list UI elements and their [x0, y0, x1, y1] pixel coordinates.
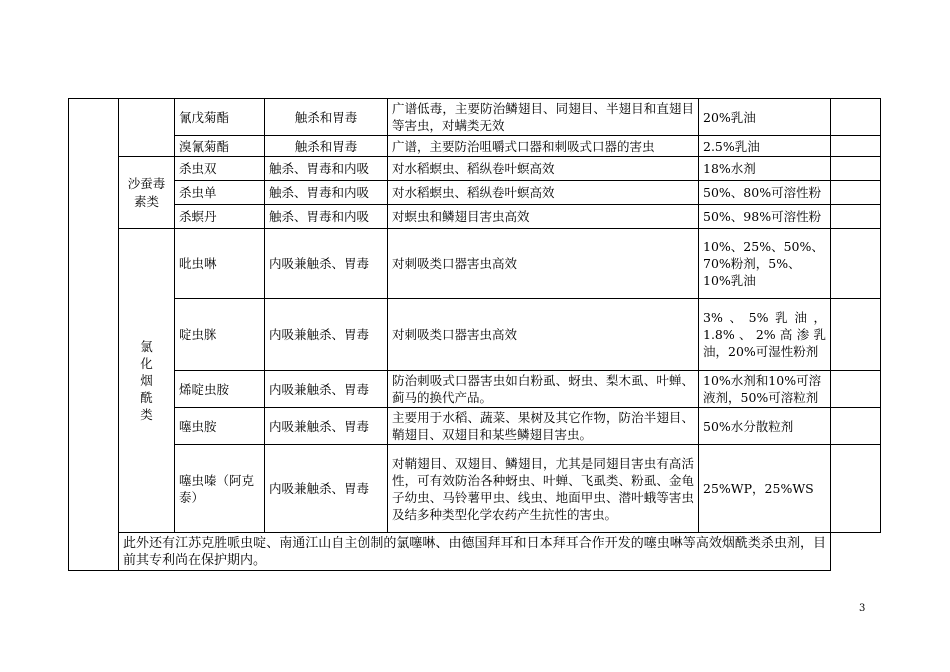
description: 对螟虫和鳞翅目害虫高效 — [388, 205, 699, 229]
blank-outer-cell — [69, 99, 119, 571]
pesticide-name: 杀虫双 — [175, 157, 265, 181]
blank-cell — [831, 181, 881, 205]
formulation: 50%、98%可溶性粉 — [699, 205, 831, 229]
formulation: 18%水剂 — [699, 157, 831, 181]
table-row — [69, 205, 881, 229]
action-mode: 触杀和胃毒 — [265, 99, 388, 136]
formulation: 10%、25%、50%、70%粉剂，5%、10%乳油 — [699, 229, 831, 299]
formulation: 3%、5%乳油，1.8%、2%高渗乳油，20%可湿性粉剂 — [699, 299, 831, 371]
description: 广谱，主要防治咀嚼式口器和刺吸式口器的害虫 — [388, 136, 699, 157]
pesticide-name: 杀螟丹 — [175, 205, 265, 229]
action-mode: 触杀、胃毒和内吸 — [265, 181, 388, 205]
formulation: 20%乳油 — [699, 99, 831, 136]
blank-cell — [831, 157, 881, 181]
category-shachong: 沙蚕毒素类 — [119, 157, 175, 229]
pesticide-name: 溴氰菊酯 — [175, 136, 265, 157]
pesticide-name: 噻虫嗪（阿克泰） — [175, 445, 265, 533]
table-row — [69, 136, 881, 157]
description: 对水稻螟虫、稻纵卷叶螟高效 — [388, 181, 699, 205]
pesticide-name: 啶虫脒 — [175, 299, 265, 371]
action-mode: 内吸兼触杀、胃毒 — [265, 445, 388, 533]
blank-cell — [831, 371, 881, 408]
blank-cell — [831, 99, 881, 136]
action-mode: 触杀、胃毒和内吸 — [265, 205, 388, 229]
action-mode: 触杀和胃毒 — [265, 136, 388, 157]
description: 对水稻螟虫、稻纵卷叶螟高效 — [388, 157, 699, 181]
pesticide-name: 烯啶虫胺 — [175, 371, 265, 408]
table-note: 此外还有江苏克胜哌虫啶、南通江山自主创制的氯噻啉、由德国拜耳和日本拜耳合作开发的噻虫啉等高效烟酰类杀虫剂，目前其专利尚在保护期内。 — [119, 533, 831, 571]
blank-cell — [831, 136, 881, 157]
formulation: 2.5%乳油 — [699, 136, 831, 157]
description: 对刺吸类口器害虫高效 — [388, 299, 699, 371]
pesticide-name: 杀虫单 — [175, 181, 265, 205]
table-row — [69, 181, 881, 205]
description: 防治刺吸式口器害虫如白粉虱、蚜虫、梨木虱、叶蝉、蓟马的换代产品。 — [388, 371, 699, 408]
table-row — [69, 99, 881, 136]
table-row — [69, 408, 881, 445]
table-row — [69, 229, 881, 299]
pesticide-name: 噻虫胺 — [175, 408, 265, 445]
description: 广谱低毒，主要防治鳞翅目、同翅目、半翅目和直翅目等害虫，对螨类无效 — [388, 99, 699, 136]
formulation: 10%水剂和10%可溶液剂，50%可溶粒剂 — [699, 371, 831, 408]
blank-cell — [831, 205, 881, 229]
blank-category-cell — [119, 99, 175, 157]
table-row — [69, 371, 881, 408]
formulation: 50%、80%可溶性粉 — [699, 181, 831, 205]
category-neonicotinoid: 氯化烟酰类 — [119, 229, 175, 533]
pesticide-name: 吡虫啉 — [175, 229, 265, 299]
table-row — [69, 157, 881, 181]
action-mode: 内吸兼触杀、胃毒 — [265, 371, 388, 408]
formulation: 50%水分散粒剂 — [699, 408, 831, 445]
action-mode: 内吸兼触杀、胃毒 — [265, 299, 388, 371]
action-mode: 内吸兼触杀、胃毒 — [265, 229, 388, 299]
table-note-row — [69, 533, 881, 571]
description: 对刺吸类口器害虫高效 — [388, 229, 699, 299]
pesticide-name: 氰戊菊酯 — [175, 99, 265, 136]
table-row — [69, 445, 881, 533]
description: 对鞘翅目、双翅目、鳞翅目，尤其是同翅目害虫有高活性，可有效防治各种蚜虫、叶蝉、飞虱类、粉虱、金龟子幼虫、马铃薯甲虫、线虫、地面甲虫、潜叶蛾等害虫及结多种类型化学农药产生抗性的害虫。 — [388, 445, 699, 533]
action-mode: 触杀、胃毒和内吸 — [265, 157, 388, 181]
description: 主要用于水稻、蔬菜、果树及其它作物，防治半翅目、鞘翅目、双翅目和某些鳞翅目害虫。 — [388, 408, 699, 445]
pesticide-table — [68, 98, 881, 571]
blank-cell — [831, 229, 881, 299]
blank-cell — [831, 408, 881, 445]
page-number: 3 — [859, 603, 866, 614]
table-row — [69, 299, 881, 371]
action-mode: 内吸兼触杀、胃毒 — [265, 408, 388, 445]
formulation: 25%WP，25%WS — [699, 445, 831, 533]
blank-cell — [831, 299, 881, 371]
blank-cell — [831, 445, 881, 533]
